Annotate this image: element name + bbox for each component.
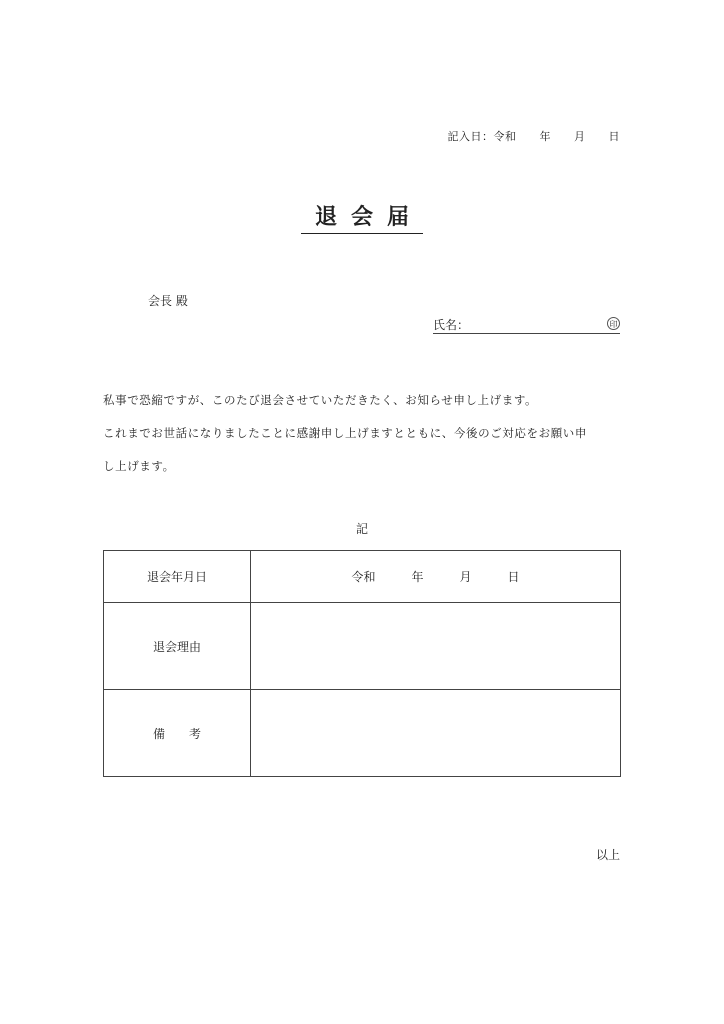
- name-label: 氏名：: [433, 318, 470, 332]
- withdrawal-date-field[interactable]: 令和 年 月 日: [251, 551, 621, 603]
- name-field[interactable]: [433, 316, 620, 334]
- document-title-wrapper: [0, 200, 724, 234]
- withdrawal-reason-field[interactable]: [251, 603, 621, 690]
- filled-date: 記入日：令和 年 月 日: [447, 130, 620, 143]
- withdrawal-table: [103, 550, 621, 777]
- remarks-label: 備 考: [104, 690, 251, 777]
- table-row: [104, 551, 621, 603]
- body-paragraph-1: 私事で恐縮ですが、このたび退会させていただきたく、お知らせ申し上げます。: [103, 393, 538, 407]
- document-title: 退会届: [301, 200, 423, 234]
- withdrawal-date-label: 退会年月日: [104, 551, 251, 603]
- withdrawal-reason-label: 退会理由: [104, 603, 251, 690]
- note-heading: 記: [355, 522, 368, 536]
- remarks-field[interactable]: [251, 690, 621, 777]
- seal-icon: 印: [607, 317, 620, 330]
- closing-text: 以上: [595, 848, 620, 862]
- addressee: 会長 殿: [148, 294, 188, 308]
- table-row: [104, 603, 621, 690]
- body-paragraph-3: し上げます。: [103, 459, 175, 473]
- body-paragraph-2: これまでお世話になりましたことに感謝申し上げますとともに、今後のご対応をお願い申: [103, 426, 587, 440]
- table-row: [104, 690, 621, 777]
